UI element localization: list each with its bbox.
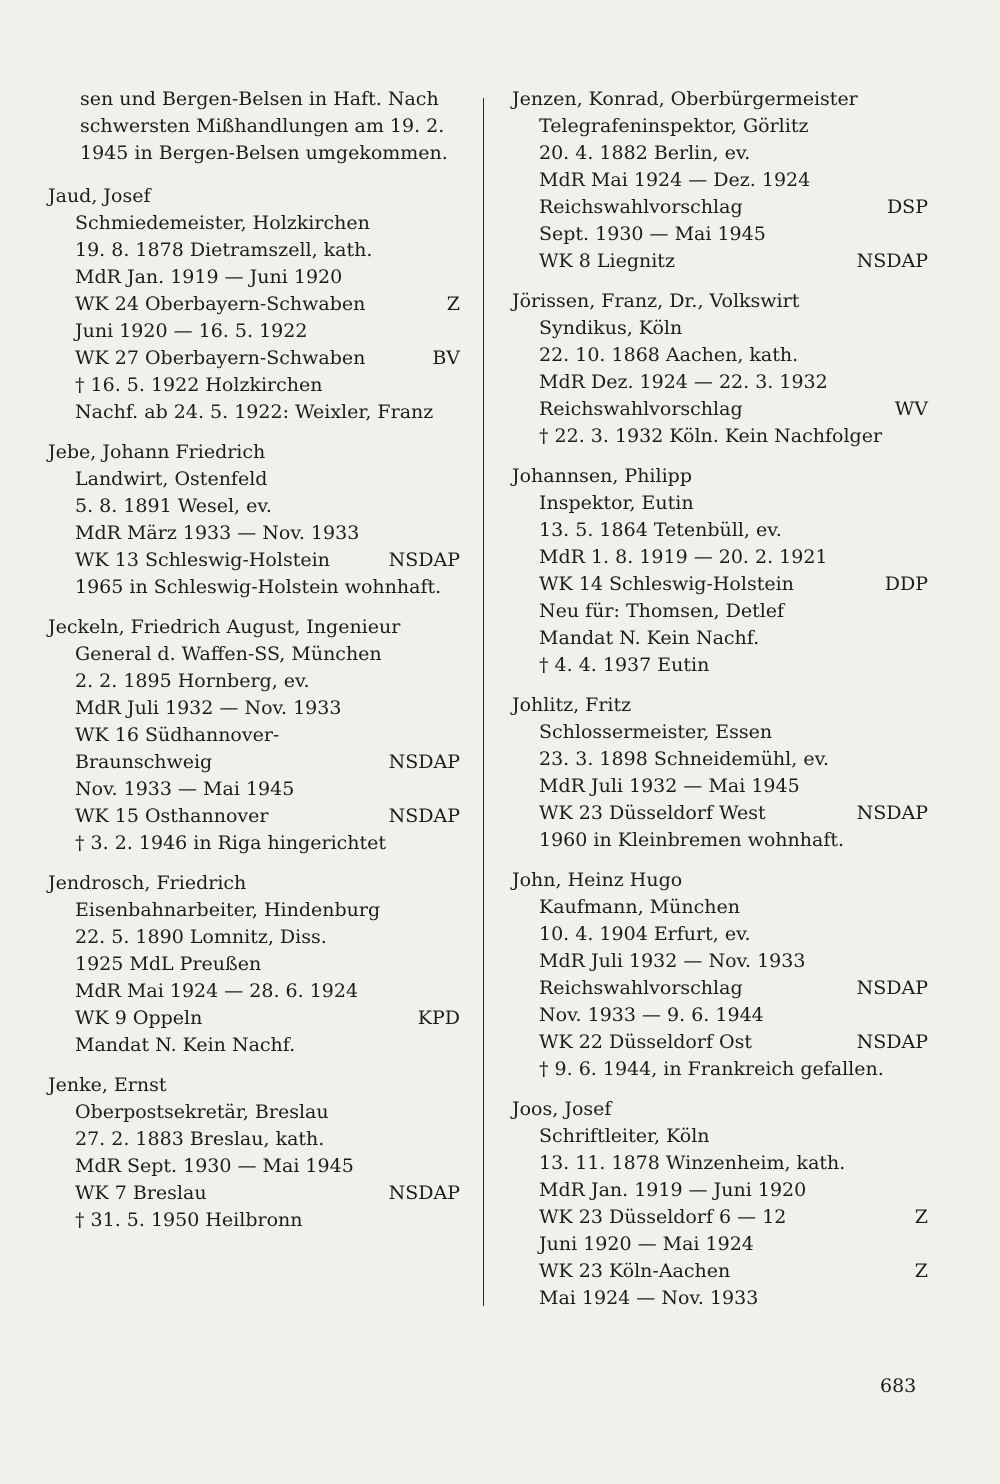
biography-entry xyxy=(48,439,460,601)
entry-line xyxy=(512,342,928,369)
line-text: 1925 MdL Preußen xyxy=(75,953,262,975)
entry-line xyxy=(512,544,928,571)
entry-line xyxy=(512,140,928,167)
party-label: DSP xyxy=(886,196,928,218)
entry-name: Jeckeln, Friedrich August, Ingenieur xyxy=(48,616,401,638)
line-text: WK 13 Schleswig-Holstein xyxy=(75,549,330,571)
line-text: WK 14 Schleswig-Holstein xyxy=(539,573,794,595)
entry-line xyxy=(48,1207,460,1234)
biography-entry xyxy=(48,614,460,857)
entry-line xyxy=(48,668,460,695)
line-text: Schriftleiter, Köln xyxy=(539,1125,710,1147)
entry-line xyxy=(512,1029,928,1056)
line-text: Mandat N. Kein Nachf. xyxy=(539,627,760,649)
entry-line xyxy=(512,652,928,679)
line-text: Inspektor, Eutin xyxy=(539,492,694,514)
biography-entry xyxy=(48,183,460,426)
line-text: 1965 in Schleswig-Holstein wohnhaft. xyxy=(75,576,442,598)
line-text: † 9. 6. 1944, in Frankreich gefallen. xyxy=(539,1058,884,1080)
entry-line xyxy=(512,113,928,140)
entry-line xyxy=(48,978,460,1005)
entry-line xyxy=(512,423,928,450)
line-text: WK 22 Düsseldorf Ost xyxy=(539,1031,752,1053)
entry-line xyxy=(48,520,460,547)
entry-line xyxy=(48,722,460,749)
continuation-line xyxy=(48,140,460,167)
entry-line xyxy=(48,547,460,574)
entry-line xyxy=(512,598,928,625)
party-label: WV xyxy=(894,398,928,420)
party-label: DDP xyxy=(884,573,928,595)
line-text: WK 8 Liegnitz xyxy=(539,250,675,272)
line-text: Mandat N. Kein Nachf. xyxy=(75,1034,296,1056)
entry-line xyxy=(48,1180,460,1207)
line-text: Neu für: Thomsen, Detlef xyxy=(539,600,785,622)
line-text: WK 24 Oberbayern-Schwaben xyxy=(75,293,366,315)
entry-line xyxy=(48,574,460,601)
entry-name-line xyxy=(48,614,460,641)
entry-line xyxy=(48,830,460,857)
entry-name-line xyxy=(48,1072,460,1099)
biography-entry xyxy=(512,463,928,679)
entry-name-line xyxy=(48,870,460,897)
line-text: Braunschweig xyxy=(75,751,213,773)
continuation-line xyxy=(48,113,460,140)
line-text: † 31. 5. 1950 Heilbronn xyxy=(75,1209,303,1231)
entry-name: Jendrosch, Friedrich xyxy=(48,872,247,894)
line-text: Schmiedemeister, Holzkirchen xyxy=(75,212,370,234)
entry-line xyxy=(512,921,928,948)
line-text: Mai 1924 — Nov. 1933 xyxy=(539,1287,759,1309)
entry-line xyxy=(512,1056,928,1083)
line-text: 2. 2. 1895 Hornberg, ev. xyxy=(75,670,310,692)
entry-name: Jenke, Ernst xyxy=(48,1074,167,1096)
entry-line xyxy=(512,1177,928,1204)
entry-line xyxy=(512,1258,928,1285)
line-text: Kaufmann, München xyxy=(539,896,740,918)
entry-line xyxy=(512,315,928,342)
line-text: Reichswahlvorschlag xyxy=(539,196,743,218)
entry-line xyxy=(48,951,460,978)
line-text: † 22. 3. 1932 Köln. Kein Nachfolger xyxy=(539,425,883,447)
entry-name: John, Heinz Hugo xyxy=(512,869,683,891)
column-divider xyxy=(483,98,484,1306)
entry-name: Jörissen, Franz, Dr., Volkswirt xyxy=(512,290,800,312)
line-text: MdR 1. 8. 1919 — 20. 2. 1921 xyxy=(539,546,828,568)
entry-line xyxy=(512,773,928,800)
entry-line xyxy=(512,248,928,275)
entry-name: Jebe, Johann Friedrich xyxy=(48,441,266,463)
entry-name-line xyxy=(512,463,928,490)
line-text: MdR Jan. 1919 — Juni 1920 xyxy=(75,266,343,288)
line-text: 5. 8. 1891 Wesel, ev. xyxy=(75,495,272,517)
entry-line xyxy=(48,641,460,668)
entry-line xyxy=(48,466,460,493)
entry-line xyxy=(512,1002,928,1029)
entry-name: Jaud, Josef xyxy=(48,185,151,207)
entry-line xyxy=(48,318,460,345)
entry-name: Johlitz, Fritz xyxy=(512,694,632,716)
line-text: WK 27 Oberbayern-Schwaben xyxy=(75,347,366,369)
entry-line xyxy=(48,695,460,722)
line-text: WK 23 Köln-Aachen xyxy=(539,1260,731,1282)
entry-name-line xyxy=(512,692,928,719)
line-text: MdR Dez. 1924 — 22. 3. 1932 xyxy=(539,371,828,393)
entry-line xyxy=(48,493,460,520)
line-text: 1945 in Bergen-Belsen umgekommen. xyxy=(80,142,448,164)
party-label: NSDAP xyxy=(856,1031,928,1053)
biography-entry xyxy=(512,1096,928,1312)
line-text: WK 15 Osthannover xyxy=(75,805,269,827)
biography-entry xyxy=(48,870,460,1059)
line-text: Eisenbahnarbeiter, Hindenburg xyxy=(75,899,381,921)
party-label: NSDAP xyxy=(388,751,460,773)
line-text: Telegrafeninspektor, Görlitz xyxy=(539,115,809,137)
page-number: 683 xyxy=(880,1375,917,1397)
entry-line xyxy=(48,803,460,830)
biography-entry xyxy=(512,867,928,1083)
line-text: † 16. 5. 1922 Holzkirchen xyxy=(75,374,323,396)
entry-name-line xyxy=(48,439,460,466)
entry-line xyxy=(512,167,928,194)
entry-line xyxy=(512,719,928,746)
party-label: NSDAP xyxy=(856,250,928,272)
line-text: Oberpostsekretär, Breslau xyxy=(75,1101,329,1123)
entry-name-line xyxy=(512,867,928,894)
entry-line xyxy=(48,210,460,237)
line-text: 13. 5. 1864 Tetenbüll, ev. xyxy=(539,519,782,541)
line-text: WK 7 Breslau xyxy=(75,1182,207,1204)
entry-line xyxy=(48,1126,460,1153)
entry-line xyxy=(48,924,460,951)
line-text: 23. 3. 1898 Schneidemühl, ev. xyxy=(539,748,830,770)
line-text: MdR Sept. 1930 — Mai 1945 xyxy=(75,1155,354,1177)
entry-line xyxy=(48,1005,460,1032)
entry-line xyxy=(48,237,460,264)
entry-line xyxy=(512,800,928,827)
entry-line xyxy=(512,1123,928,1150)
party-label: NSDAP xyxy=(388,1182,460,1204)
party-label: Z xyxy=(914,1206,928,1228)
line-text: MdR Juli 1932 — Nov. 1933 xyxy=(75,697,342,719)
line-text: 22. 10. 1868 Aachen, kath. xyxy=(539,344,799,366)
party-label: NSDAP xyxy=(388,805,460,827)
entry-line xyxy=(512,1231,928,1258)
entry-line xyxy=(512,1204,928,1231)
line-text: sen und Bergen-Belsen in Haft. Nach xyxy=(80,88,439,110)
left-column xyxy=(48,86,460,1247)
entry-name-line xyxy=(48,183,460,210)
entry-line xyxy=(512,517,928,544)
entry-line xyxy=(512,975,928,1002)
entry-line xyxy=(512,396,928,423)
line-text: † 4. 4. 1937 Eutin xyxy=(539,654,710,676)
entry-line xyxy=(48,264,460,291)
biography-entry xyxy=(512,692,928,854)
party-label: NSDAP xyxy=(856,802,928,824)
party-label: NSDAP xyxy=(856,977,928,999)
entry-line xyxy=(48,372,460,399)
continuation-line xyxy=(48,86,460,113)
entry-line xyxy=(512,221,928,248)
entry-line xyxy=(512,948,928,975)
entry-name-line xyxy=(512,288,928,315)
party-label: BV xyxy=(432,347,460,369)
line-text: WK 16 Südhannover- xyxy=(75,724,280,746)
line-text: Syndikus, Köln xyxy=(539,317,683,339)
entry-line xyxy=(512,571,928,598)
line-text: Reichswahlvorschlag xyxy=(539,977,743,999)
entry-line xyxy=(512,1150,928,1177)
entry-line xyxy=(512,490,928,517)
line-text: Landwirt, Ostenfeld xyxy=(75,468,268,490)
party-label: KPD xyxy=(417,1007,460,1029)
right-column xyxy=(512,86,928,1325)
line-text: 22. 5. 1890 Lomnitz, Diss. xyxy=(75,926,327,948)
line-text: MdR März 1933 — Nov. 1933 xyxy=(75,522,360,544)
entry-line xyxy=(512,1285,928,1312)
entry-line xyxy=(512,746,928,773)
continuation-paragraph xyxy=(48,86,460,167)
line-text: MdR Mai 1924 — 28. 6. 1924 xyxy=(75,980,359,1002)
line-text: 19. 8. 1878 Dietramszell, kath. xyxy=(75,239,373,261)
line-text: Juni 1920 — 16. 5. 1922 xyxy=(75,320,308,342)
line-text: 27. 2. 1883 Breslau, kath. xyxy=(75,1128,325,1150)
biography-entry xyxy=(512,86,928,275)
line-text: MdR Mai 1924 — Dez. 1924 xyxy=(539,169,811,191)
line-text: General d. Waffen-SS, München xyxy=(75,643,382,665)
line-text: 13. 11. 1878 Winzenheim, kath. xyxy=(539,1152,846,1174)
entry-name: Johannsen, Philipp xyxy=(512,465,692,487)
line-text: 20. 4. 1882 Berlin, ev. xyxy=(539,142,751,164)
line-text: WK 23 Düsseldorf West xyxy=(539,802,766,824)
line-text: Schlossermeister, Essen xyxy=(539,721,773,743)
line-text: Nachf. ab 24. 5. 1922: Weixler, Franz xyxy=(75,401,434,423)
entry-line xyxy=(512,194,928,221)
line-text: WK 9 Oppeln xyxy=(75,1007,203,1029)
line-text: MdR Jan. 1919 — Juni 1920 xyxy=(539,1179,807,1201)
entry-line xyxy=(48,749,460,776)
line-text: Nov. 1933 — Mai 1945 xyxy=(75,778,295,800)
entry-line xyxy=(48,345,460,372)
line-text: 10. 4. 1904 Erfurt, ev. xyxy=(539,923,751,945)
entry-line xyxy=(48,399,460,426)
entry-name-line xyxy=(512,86,928,113)
line-text: schwersten Mißhandlungen am 19. 2. xyxy=(80,115,445,137)
entry-line xyxy=(48,291,460,318)
line-text: MdR Juli 1932 — Mai 1945 xyxy=(539,775,800,797)
entry-name: Joos, Josef xyxy=(512,1098,612,1120)
party-label: Z xyxy=(446,293,460,315)
line-text: WK 23 Düsseldorf 6 — 12 xyxy=(539,1206,787,1228)
entry-line xyxy=(48,776,460,803)
line-text: Nov. 1933 — 9. 6. 1944 xyxy=(539,1004,764,1026)
entry-line xyxy=(512,827,928,854)
line-text: Sept. 1930 — Mai 1945 xyxy=(539,223,766,245)
entry-line xyxy=(512,625,928,652)
entry-name-line xyxy=(512,1096,928,1123)
biography-entry xyxy=(48,1072,460,1234)
line-text: Reichswahlvorschlag xyxy=(539,398,743,420)
entry-line xyxy=(512,369,928,396)
entry-line xyxy=(48,1032,460,1059)
line-text: † 3. 2. 1946 in Riga hingerichtet xyxy=(75,832,387,854)
party-label: Z xyxy=(914,1260,928,1282)
entry-name: Jenzen, Konrad, Oberbürgermeister xyxy=(512,88,858,110)
party-label: NSDAP xyxy=(388,549,460,571)
entry-line xyxy=(512,894,928,921)
entry-line xyxy=(48,897,460,924)
entry-line xyxy=(48,1153,460,1180)
line-text: Juni 1920 — Mai 1924 xyxy=(539,1233,754,1255)
line-text: MdR Juli 1932 — Nov. 1933 xyxy=(539,950,806,972)
line-text: 1960 in Kleinbremen wohnhaft. xyxy=(539,829,845,851)
entry-line xyxy=(48,1099,460,1126)
biography-entry xyxy=(512,288,928,450)
